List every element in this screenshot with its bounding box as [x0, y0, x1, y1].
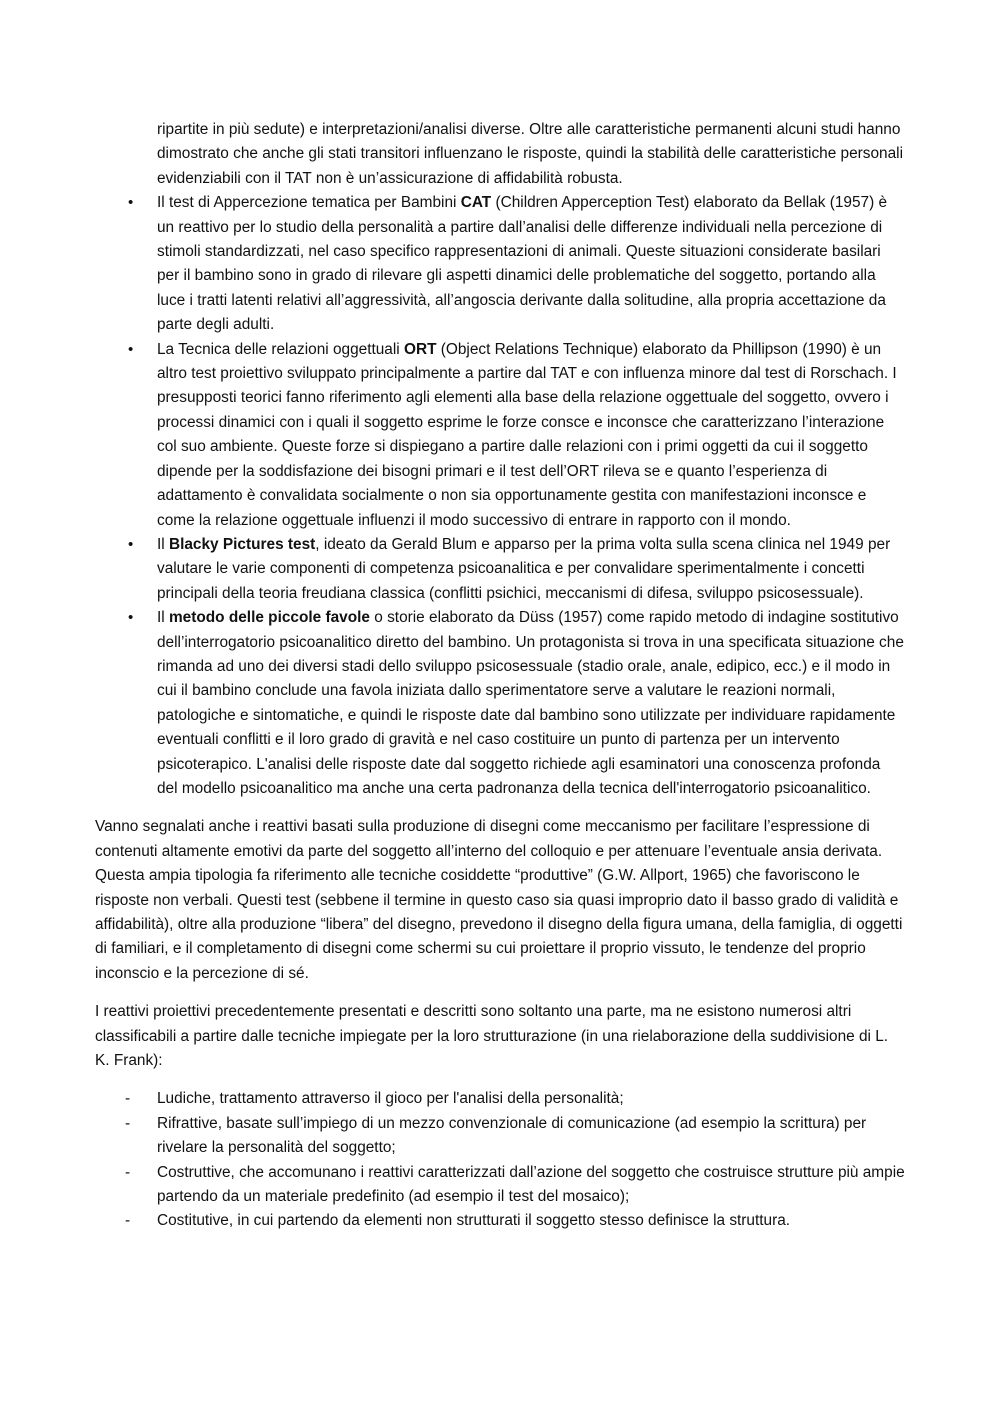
bullet-text-post: (Object Relations Technique) elaborato da Phillipson (1990) è un altro test proiettivo sviluppato principalmente a partire dal TAT e con influenza minore dal test di Rorschach. I presupposti teorici fanno riferimento agli elementi alla base della relazione oggettuale del soggetto, ovvero i processi dinamici con i quali il soggetto esprime le forze consce e inconsce che caratterizzano l’interazione col suo ambiente. Queste forze si dispiegano a partire dalle relazioni con i primi oggetti da cui il soggetto dipende per la soddisfazione dei bisogni primari e il test dell’ORT rileva se e quanto l’esperienza di adattamento è convalidata socialmente o non sia opportunamente gestita con manifestazioni inconsce e come la relazione oggettuale influenzi il modo successivo di entrare in rapporto con il mondo.	[157, 340, 897, 529]
bullet-item-blacky	[95, 533, 905, 606]
dash-item-text: Costitutive, in cui partendo da elementi non strutturati il soggetto stesso definisce la struttura.	[157, 1212, 791, 1230]
dash-item-text: Rifrattive, basate sull’impiego di un mezzo convenzionale di comunicazione (ad esempio la scrittura) per rivelare la personalità del soggetto;	[157, 1114, 867, 1157]
bullet-item-cat	[95, 191, 905, 337]
dash-marker: -	[125, 1212, 131, 1230]
paragraph-spacer	[95, 986, 905, 1000]
dash-item-text: Costruttive, che accomunano i reattivi caratterizzati dall’azione del soggetto che costruisce strutture più ampie partendo da un materiale predefinito (ad esempio il test del mosaico);	[157, 1163, 905, 1206]
continuation-paragraph: ripartite in più sedute) e interpretazioni/analisi diverse. Oltre alle caratteristiche permanenti alcuni studi hanno dimostrato che anche gli stati transitori influenzano le risposte, quindi la stabilità delle caratteristiche personali evidenziabili con il TAT non è un’assicurazione di affidabilità robusta.	[157, 121, 903, 187]
bullet-text-pre: Il	[157, 535, 169, 553]
bullet-text-pre: Il test di Appercezione tematica per Bambini	[157, 194, 461, 212]
bullet-text-pre: La Tecnica delle relazioni oggettuali	[157, 340, 404, 358]
bullet-marker: •	[128, 340, 134, 358]
bullet-marker: •	[128, 535, 134, 553]
paragraph-spacer	[95, 1073, 905, 1087]
bullet-marker: •	[128, 609, 134, 627]
paragraph-spacer	[95, 801, 905, 815]
technique-dash-list	[95, 1087, 905, 1233]
bullet-item-favole	[95, 606, 905, 801]
bullet-text-post: o storie elaborato da Düss (1957) come rapido metodo di indagine sostitutivo dell’interrogatorio psicoanalitico diretto del bambino. Un protagonista si trova in una specificata situazione che rimanda ad uno dei diversi stadi dello sviluppo psicosessuale (stadio orale, anale, edipico, ecc.) e il modo in cui il bambino conclude una favola iniziata dallo sperimentatore serve a valutare le reazioni normali, patologiche e sintomatiche, e quindi le risposte date dal bambino sono utilizzate per individuare rapidamente eventuali conflitti e il loro grado di gravità e nel caso costituire un punto di partenza per un intervento psicoterapico. L'analisi delle risposte date dal soggetto richiede agli esaminatori una conoscenza profonda del modello psicoanalitico ma anche una certa padronanza della tecnica dell'interrogatorio psicoanalitico.	[157, 609, 904, 797]
bullet-text-bold: CAT	[460, 194, 492, 212]
paragraph-disegni: Vanno segnalati anche i reattivi basati sulla produzione di disegni come meccanismo per facilitare l’espressione di contenuti altamente emotivi da parte del soggetto all’interno del colloquio e per attenuare l’eventuale ansia derivata. Questa ampia tipologia fa riferimento alle tecniche cosiddette “produttive” (G.W. Allport, 1965) che favoriscono le risposte non verbali. Questi test (sebbene il termine in questo caso sia quasi improprio dato il basso grado di validità e affidabilità), oltre alla produzione “libera” del disegno, prevedono il disegno della figura umana, della famiglia, di oggetti di familiari, e il completamento di disegni come schermi su cui proiettare il proprio vissuto, le tendenze del proprio inconscio e la percezione di sé.	[95, 818, 903, 982]
bullet-text-bold: metodo delle piccole favole	[168, 609, 370, 627]
dash-item-ludiche	[95, 1087, 905, 1111]
bullet-text-post: (Children Apperception Test) elaborato da Bellak (1957) è un reattivo per lo studio della personalità a partire dall’analisi delle differenze individuali nella percezione di stimoli standardizzati, nel caso specifico rappresentazioni di animali. Queste situazioni considerate basilari per il bambino sono in grado di rilevare gli aspetti dinamici delle problematiche del soggetto, portando alla luce i tratti latenti relativi all’aggressività, all’angoscia derivante dalla solitudine, alla propria accettazione da parte degli adulti.	[157, 194, 888, 334]
bullet-text-bold: ORT	[404, 340, 437, 358]
bullet-text-post: , ideato da Gerald Blum e apparso per la prima volta sulla scena clinica nel 1949 per valutare le varie componenti di competenza psicoanalitica e per convalidare sperimentalmente i concetti principali della teoria freudiana classica (conflitti psichici, meccanismi di difesa, sviluppo psicosessuale).	[157, 535, 891, 602]
dash-marker: -	[125, 1114, 131, 1132]
bullet-text-pre: Il	[157, 609, 169, 627]
dash-marker: -	[125, 1163, 131, 1181]
dash-item-costruttive	[95, 1161, 905, 1210]
bullet-marker: •	[128, 194, 134, 212]
paragraph-reattivi: I reattivi proiettivi precedentemente presentati e descritti sono soltanto una parte, ma ne esistono numerosi altri classificabili a partire dalle tecniche impiegate per la loro strutturazione (in una rielaborazione della suddivisione di L. K. Frank):	[95, 1003, 889, 1070]
dash-marker: -	[125, 1090, 131, 1108]
page-content	[95, 118, 905, 1234]
dash-item-costitutive	[95, 1209, 905, 1233]
bullet-item-ort	[95, 338, 905, 533]
dash-item-rifrattive	[95, 1112, 905, 1161]
dash-item-text: Ludiche, trattamento attraverso il gioco per l'analisi della personalità;	[157, 1090, 624, 1108]
test-bullet-list	[95, 191, 905, 801]
bullet-text-bold: Blacky Pictures test	[168, 535, 316, 553]
